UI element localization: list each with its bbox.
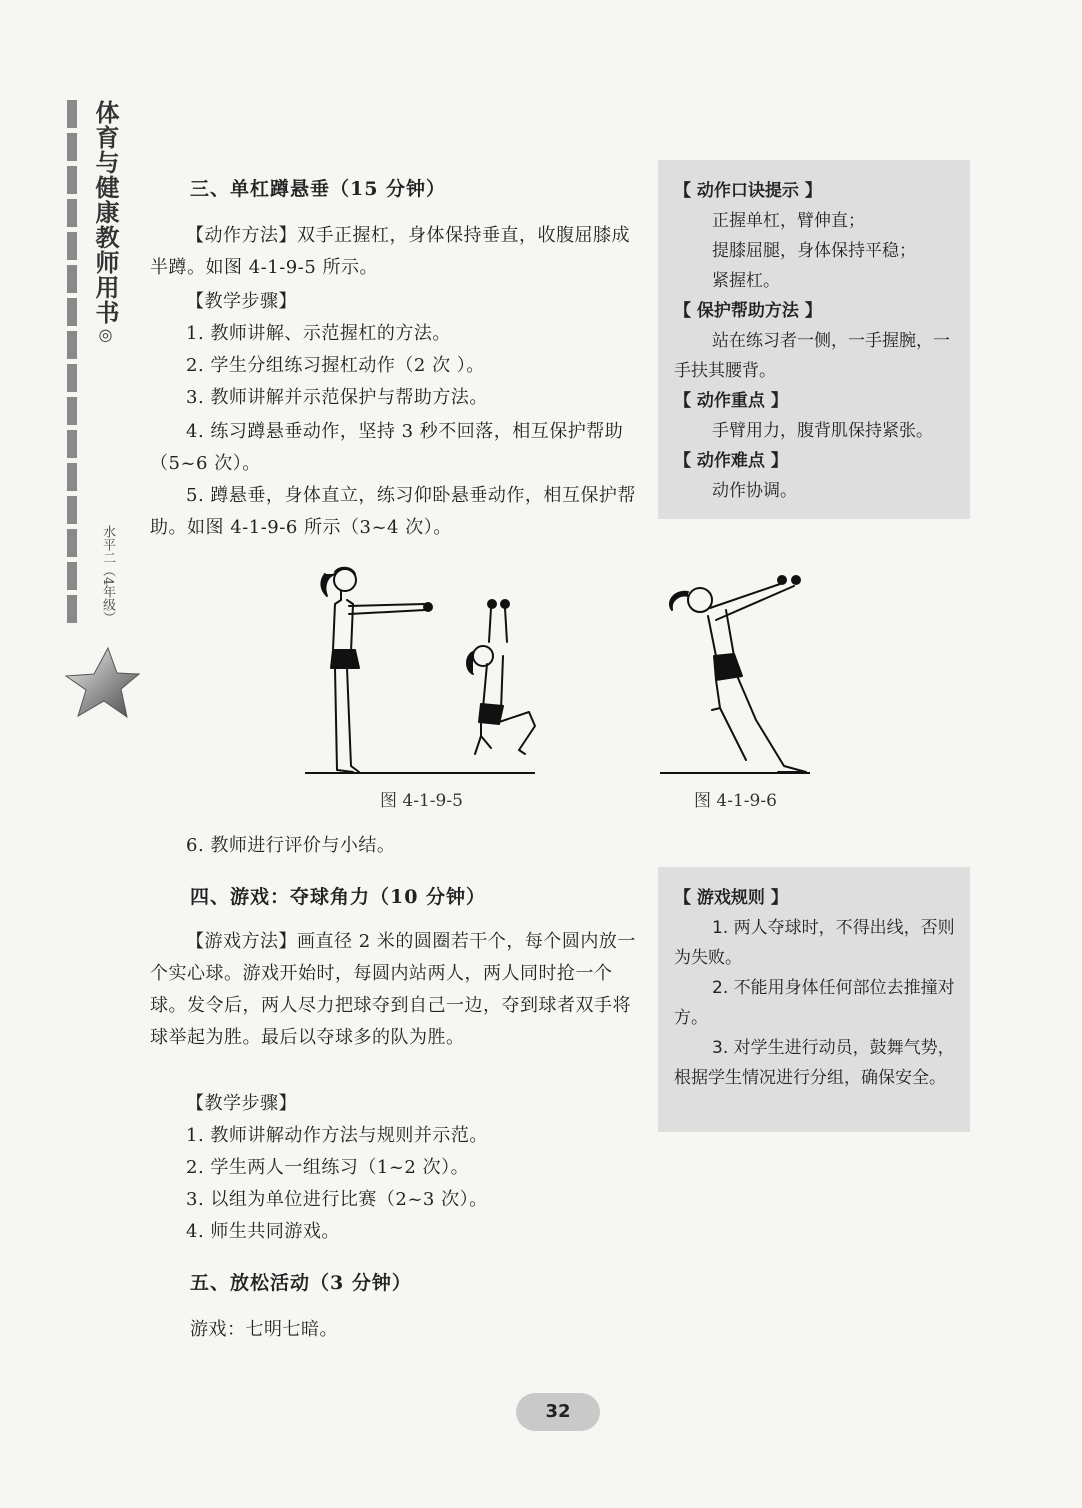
section4-heading: 四、游戏：夺球角力（10 分钟） — [190, 886, 487, 908]
figure-4-1-9-6-illustration — [660, 560, 810, 776]
game-rule: 3. 对学生进行动员，鼓舞气势，根据学生情况进行分组，确保安全。 — [674, 1038, 955, 1088]
section3-step: 1. 教师讲解、示范握杠的方法。 — [186, 323, 451, 344]
tips-line: 紧握杠。 — [712, 271, 780, 291]
figure-4-1-9-5-caption: 图 4-1-9-5 — [380, 791, 463, 811]
protection-title: 【 保护帮助方法 】 — [674, 301, 822, 321]
book-title — [88, 100, 120, 345]
section5-text: 游戏：七明七暗。 — [190, 1319, 338, 1340]
section3-step: 2. 学生分组练习握杠动作（2 次 ）。 — [186, 355, 485, 376]
section3-step: 4. 练习蹲悬垂动作，坚持 3 秒不回落，相互保护帮助（5~6 次）。 — [150, 421, 624, 474]
section4-step: 1. 教师讲解动作方法与规则并示范。 — [186, 1125, 488, 1146]
book-title-text: 体育与健康教师用书 — [91, 100, 120, 325]
grade-level: 水平二（4年级） — [100, 525, 115, 625]
page-number: 32 — [516, 1393, 600, 1431]
section4-step: 4. 师生共同游戏。 — [186, 1221, 340, 1242]
tips-title: 【 动作口诀提示 】 — [674, 181, 822, 201]
section3-step: 5. 蹲悬垂，身体直立，练习仰卧悬垂动作，相互保护帮助。如图 4-1-9-6 所示（3~4 次）。 — [150, 485, 636, 538]
section5-heading: 五、放松活动（3 分钟） — [190, 1272, 412, 1294]
section3-steps-title: 【教学步骤】 — [186, 291, 297, 312]
tips-line: 提膝屈腿，身体保持平稳； — [712, 241, 916, 261]
margin-bars — [67, 100, 81, 628]
game-rules-title: 【 游戏规则 】 — [674, 888, 788, 908]
star-icon — [64, 646, 140, 720]
difficulty-text: 动作协调。 — [712, 481, 797, 501]
section4-method: 【游戏方法】画直径 2 米的圆圈若干个，每个圆内放一个实心球。游戏开始时，每圆内站两人，两人同时抢一个球。发令后，两人尽力把球夺到自己一边，夺到球者双手将球举起为胜。最后以夺球多的队为胜。 — [150, 931, 636, 1048]
protection-text: 站在练习者一侧，一手握腕，一手扶其腰背。 — [674, 331, 950, 381]
tips-line: 正握单杠，臂伸直； — [712, 211, 865, 231]
section3-heading: 三、单杠蹲悬垂（15 分钟） — [190, 178, 447, 200]
ring-icon: ◎ — [96, 325, 115, 345]
key-point-title: 【 动作重点 】 — [674, 391, 788, 411]
section4-step: 3. 以组为单位进行比赛（2~3 次）。 — [186, 1189, 488, 1210]
section3-step6: 6. 教师进行评价与小结。 — [186, 835, 396, 856]
game-rule: 1. 两人夺球时，不得出线，否则为失败。 — [674, 918, 955, 968]
section3-method: 【动作方法】双手正握杠，身体保持垂直，收腹屈膝成半蹲。如图 4-1-9-5 所示。 — [150, 225, 630, 278]
difficulty-title: 【 动作难点 】 — [674, 451, 788, 471]
section4-steps-title: 【教学步骤】 — [186, 1093, 297, 1114]
game-rules-box — [658, 867, 970, 1132]
game-rule: 2. 不能用身体任何部位去推撞对方。 — [674, 978, 955, 1028]
tips-box — [658, 160, 970, 519]
section3-step: 3. 教师讲解并示范保护与帮助方法。 — [186, 387, 488, 408]
section4-step: 2. 学生两人一组练习（1~2 次）。 — [186, 1157, 470, 1178]
key-point-text: 手臂用力，腹背肌保持紧张。 — [712, 421, 933, 441]
figure-4-1-9-5-illustration — [305, 560, 540, 776]
figure-4-1-9-6-caption: 图 4-1-9-6 — [694, 791, 777, 811]
